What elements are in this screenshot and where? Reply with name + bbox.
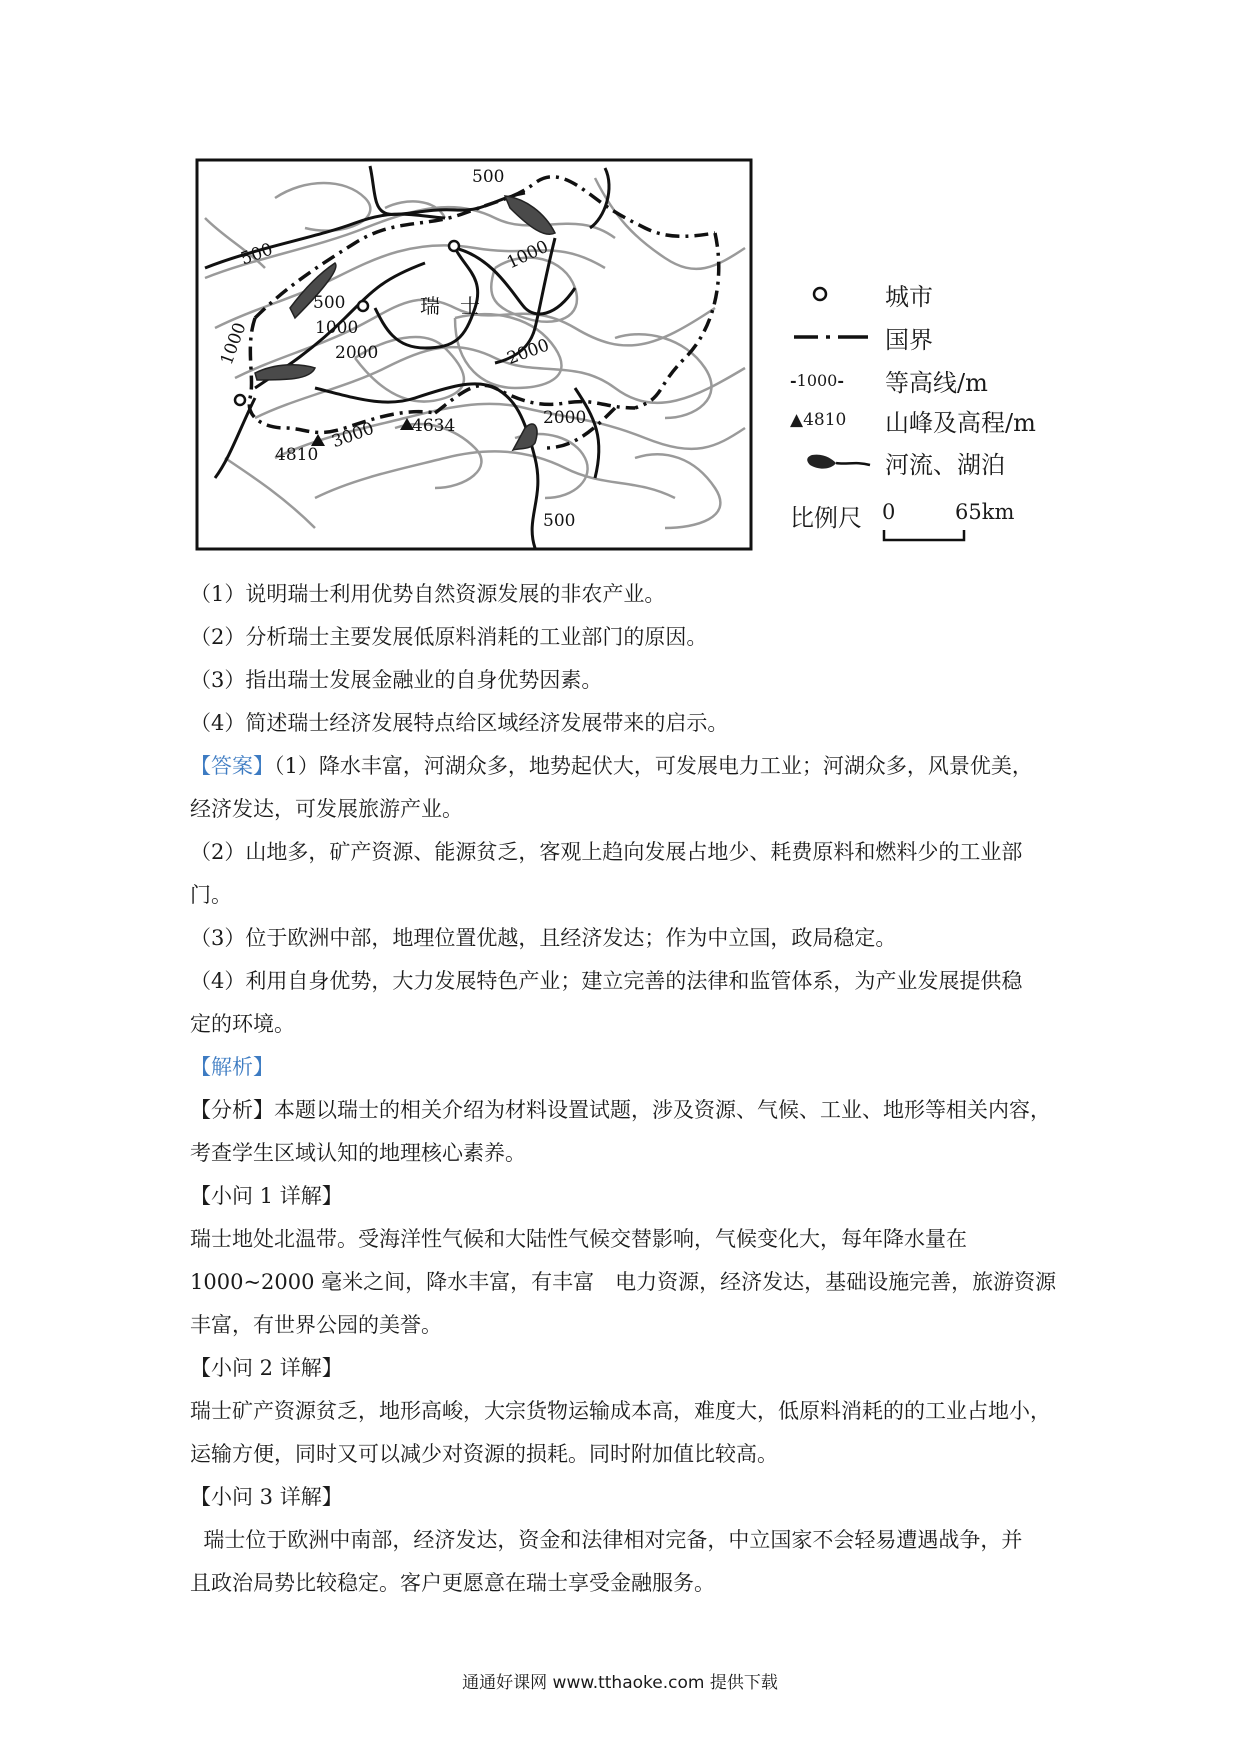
scale-line bbox=[882, 528, 972, 544]
q1-line-1: 瑞士地处北温带。受海洋性气候和大陆性气候交替影响，气候变化大，每年降水量在 bbox=[190, 1227, 967, 1251]
page-footer: 通通好课网 www.tthaoke.com 提供下载 bbox=[462, 1673, 778, 1693]
legend-city-label: 城市 bbox=[885, 282, 933, 311]
contour-label: 1000 bbox=[315, 318, 359, 338]
contour-label: 500 bbox=[238, 239, 276, 270]
legend-contour-label: 等高线/m bbox=[885, 368, 988, 397]
question-3: （3）指出瑞士发展金融业的自身优势因素。 bbox=[190, 668, 603, 692]
answer-1-line-1: （1）降水丰富，河湖众多，地势起伏大，可发展电力工业；河湖众多，风景优美， bbox=[274, 754, 1033, 778]
peak-label: 4634 bbox=[412, 416, 456, 436]
answer-tag: 【答案】 bbox=[190, 754, 274, 778]
q1-line-3: 丰富，有世界公园的美誉。 bbox=[190, 1313, 442, 1337]
legend-water-label: 河流、湖泊 bbox=[885, 450, 1005, 479]
scale-bar bbox=[790, 488, 1090, 548]
scale-title: 比例尺 bbox=[790, 504, 862, 532]
q2-line-2: 运输方便，同时又可以减少对资源的损耗。同时附加值比较高。 bbox=[190, 1442, 778, 1466]
contour-label: 2000 bbox=[543, 408, 587, 428]
legend-contour-symbol: 1000 bbox=[796, 370, 838, 390]
peak-icon: ▲ bbox=[790, 410, 804, 430]
city-marker bbox=[449, 241, 459, 251]
switzerland-map bbox=[195, 158, 755, 553]
map-svg bbox=[195, 158, 755, 553]
q3-heading: 【小问 3 详解】 bbox=[190, 1485, 343, 1509]
contour-label: 2000 bbox=[504, 335, 552, 369]
q2-heading: 【小问 2 详解】 bbox=[190, 1356, 343, 1380]
answer-line-1 bbox=[190, 750, 1033, 780]
question-1: （1）说明瑞士利用优势自然资源发展的非农产业。 bbox=[190, 582, 666, 606]
contour-label: 1000 bbox=[503, 236, 552, 274]
answer-1-line-2: 经济发达，可发展旅游产业。 bbox=[190, 797, 463, 821]
q3-line-1: 瑞士位于欧洲中南部，经济发达，资金和法律相对完备，中立国家不会轻易遭遇战争，并 bbox=[190, 1528, 1023, 1552]
legend-contour: - 1000 - 等高线/m bbox=[790, 362, 988, 398]
analysis-intro-line-1: 【分析】本题以瑞士的相关介绍为材料设置试题，涉及资源、气候、工业、地形等相关内容， bbox=[190, 1098, 1051, 1122]
city-marker bbox=[358, 301, 368, 311]
answer-3: （3）位于欧洲中部，地理位置优越，且经济发达；作为中立国，政局稳定。 bbox=[190, 926, 897, 950]
analysis-tag: 【解析】 bbox=[190, 1055, 274, 1079]
scale-zero: 0 bbox=[882, 500, 896, 524]
peak-label: 4810 bbox=[275, 445, 319, 465]
q3-line-2: 且政治局势比较稳定。客户更愿意在瑞士享受金融服务。 bbox=[190, 1571, 715, 1595]
answer-2-line-1: （2）山地多，矿产资源、能源贫乏，客观上趋向发展占地少、耗费原料和燃料少的工业部 bbox=[190, 840, 1023, 864]
q2-line-1: 瑞士矿产资源贫乏，地形高峻，大宗货物运输成本高，难度大，低原料消耗的的工业占地小， bbox=[190, 1399, 1051, 1423]
answer-2-line-2: 门。 bbox=[190, 883, 232, 907]
scale-max: 65km bbox=[955, 500, 1015, 524]
contour-label: 2000 bbox=[335, 343, 379, 363]
contour-label: 500 bbox=[313, 293, 346, 313]
question-4: （4）简述瑞士经济发展特点给区域经济发展带来的启示。 bbox=[190, 711, 729, 735]
question-2: （2）分析瑞士主要发展低原料消耗的工业部门的原因。 bbox=[190, 625, 708, 649]
legend-peak bbox=[790, 402, 1036, 438]
analysis-intro-line-2: 考查学生区域认知的地理核心素养。 bbox=[190, 1141, 526, 1165]
legend-border-label: 国界 bbox=[885, 325, 933, 354]
legend-water bbox=[790, 444, 1005, 480]
answer-4-line-1: （4）利用自身优势，大力发展特色产业；建立完善的法律和监管体系，为产业发展提供稳 bbox=[190, 969, 1023, 993]
contour-label: 500 bbox=[543, 511, 576, 531]
legend-peak-symbol: 4810 bbox=[803, 410, 847, 430]
city-icon bbox=[790, 282, 830, 306]
contour-label: 3000 bbox=[329, 418, 377, 453]
country-label: 瑞 士 bbox=[420, 294, 480, 318]
river-lake-icon bbox=[790, 447, 880, 477]
city-marker bbox=[235, 395, 245, 405]
legend-city bbox=[790, 276, 933, 312]
legend-peak-label: 山峰及高程/m bbox=[885, 408, 1036, 437]
contour-label: 500 bbox=[472, 167, 505, 187]
border-icon bbox=[790, 325, 880, 349]
answer-4-line-2: 定的环境。 bbox=[190, 1012, 295, 1036]
map-frame bbox=[197, 160, 751, 549]
q1-heading: 【小问 1 详解】 bbox=[190, 1184, 343, 1208]
legend-border bbox=[790, 319, 933, 355]
q1-line-2: 1000~2000 毫米之间，降水丰富，有丰富 电力资源，经济发达，基础设施完善，旅游资源 bbox=[190, 1270, 1057, 1294]
contour-label: 1000 bbox=[216, 320, 251, 368]
